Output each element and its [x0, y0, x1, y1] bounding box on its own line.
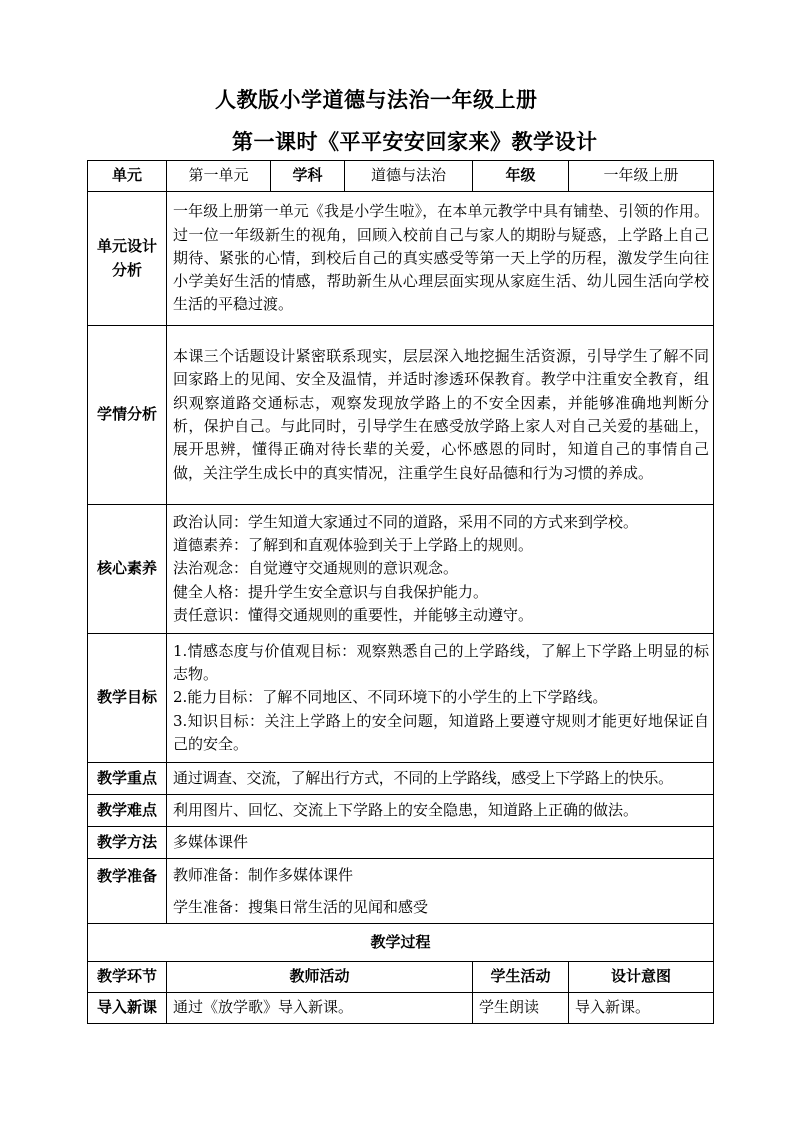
unit-analysis-label: [88, 192, 167, 326]
process-section-title: 教学过程: [88, 924, 714, 962]
process-header-stage: 教学环节: [88, 962, 167, 993]
preparation-content: [167, 859, 714, 924]
teaching-goals-label: 教学目标: [88, 634, 167, 763]
difficulties-row: [88, 795, 714, 827]
document-title: 人教版小学道德与法治一年级上册: [215, 88, 538, 112]
subject-label: 学科: [271, 161, 345, 192]
teaching-goal-line: 1.情感态度与价值观目标：观察熟悉自己的上学路线，了解上下学路上明显的标志物。: [173, 641, 710, 684]
unit-value: 第一单元: [167, 161, 271, 192]
teacher-preparation: 教师准备：制作多媒体课件: [173, 866, 354, 884]
unit-analysis-row: [88, 192, 714, 326]
lesson-plan-table: [87, 160, 714, 1024]
teaching-goal-line: 2.能力目标：了解不同地区、不同环境下的小学生的上下学路线。: [173, 688, 608, 707]
teaching-goals-row: [88, 634, 714, 763]
info-row: [88, 161, 714, 192]
difficulties-text: 利用图片、回忆、交流上下学路上的安全隐患，知道路上正确的做法。: [167, 795, 714, 827]
teaching-goals-content: [167, 634, 714, 763]
process-teacher-activity: 通过《放学歌》导入新课。: [167, 993, 473, 1024]
key-points-row: [88, 763, 714, 795]
key-points-text: 通过调查、交流，了解出行方式，不同的上学路线，感受上下学路上的快乐。: [167, 763, 714, 795]
methods-row: [88, 827, 714, 859]
process-header-row: [88, 962, 714, 993]
process-header-teacher: 教师活动: [167, 962, 473, 993]
core-literacy-content: [167, 505, 714, 634]
unit-analysis-text: 一年级上册第一单元《我是小学生啦》，在本单元教学中具有铺垫、引领的作用。过一位一年级新生的视角，回顾入校前自己与家人的期盼与疑惑，上学路上自己期待、紧张的心情，到校后自己的真实感受等第一天上学的历程，激发学生向往小学美好生活的情感，帮助新生从心理层面实现从家庭生活、幼儿园生活向学校生活的平稳过渡。: [167, 192, 714, 326]
process-section-row: [88, 924, 714, 962]
unit-label: 单元: [88, 161, 167, 192]
core-literacy-row: [88, 505, 714, 634]
core-literacy-line: 健全人格：提升学生安全意识与自我保护能力。: [173, 582, 489, 601]
grade-label: 年级: [473, 161, 569, 192]
core-literacy-line: 责任意识：懂得交通规则的重要性，并能够主动遵守。: [173, 605, 534, 624]
learning-analysis-row: [88, 326, 714, 505]
preparation-row: [88, 859, 714, 924]
key-points-label: 教学重点: [88, 763, 167, 795]
core-literacy-line: 道德素养：了解到和直观体验到关于上学路上的规则。: [173, 536, 534, 555]
process-design-intent: 导入新课。: [569, 993, 714, 1024]
process-header-student: 学生活动: [473, 962, 569, 993]
unit-analysis-label-line2: 分析: [111, 260, 142, 279]
process-row: [88, 993, 714, 1024]
subject-value: 道德与法治: [345, 161, 473, 192]
core-literacy-line: 法治观念：自觉遵守交通规则的意识观念。: [173, 559, 459, 578]
lesson-title: 第一课时《平平安安回家来》教学设计: [232, 130, 598, 154]
student-preparation: 学生准备：搜集日常生活的见闻和感受: [173, 898, 429, 916]
preparation-label: 教学准备: [88, 859, 167, 924]
difficulties-label: 教学难点: [88, 795, 167, 827]
grade-value: 一年级上册: [569, 161, 714, 192]
process-header-intent: 设计意图: [569, 962, 714, 993]
core-literacy-line: 政治认同：学生知道大家通过不同的道路，采用不同的方式来到学校。: [173, 512, 639, 531]
teaching-goal-line: 3.知识目标：关注上学路上的安全问题，知道路上要遵守规则才能更好地保证自己的安全。: [173, 711, 710, 753]
methods-label: 教学方法: [88, 827, 167, 859]
learning-analysis-label: 学情分析: [88, 326, 167, 505]
methods-text: 多媒体课件: [167, 827, 714, 859]
process-student-activity: 学生朗读: [473, 993, 569, 1024]
process-stage: 导入新课: [88, 993, 167, 1024]
learning-analysis-text: 本课三个话题设计紧密联系现实，层层深入地挖掘生活资源，引导学生了解不同回家路上的见闻、安全及温情，并适时渗透环保教育。教学中注重安全教育，组织观察道路交通标志，观察发现放学路上的不安全因素，并能够准确地判断分析，保护自己。与此同时，引导学生在感受放学路上家人对自己关爱的基础上，展开思辨，懂得正确对待长辈的关爱，心怀感恩的同时，知道自己的事情自己做，关注学生成长中的真实情况，注重学生良好品德和行为习惯的养成。: [167, 326, 714, 505]
unit-analysis-label-line1: 单元设计: [96, 237, 157, 256]
core-literacy-label: 核心素养: [88, 505, 167, 634]
